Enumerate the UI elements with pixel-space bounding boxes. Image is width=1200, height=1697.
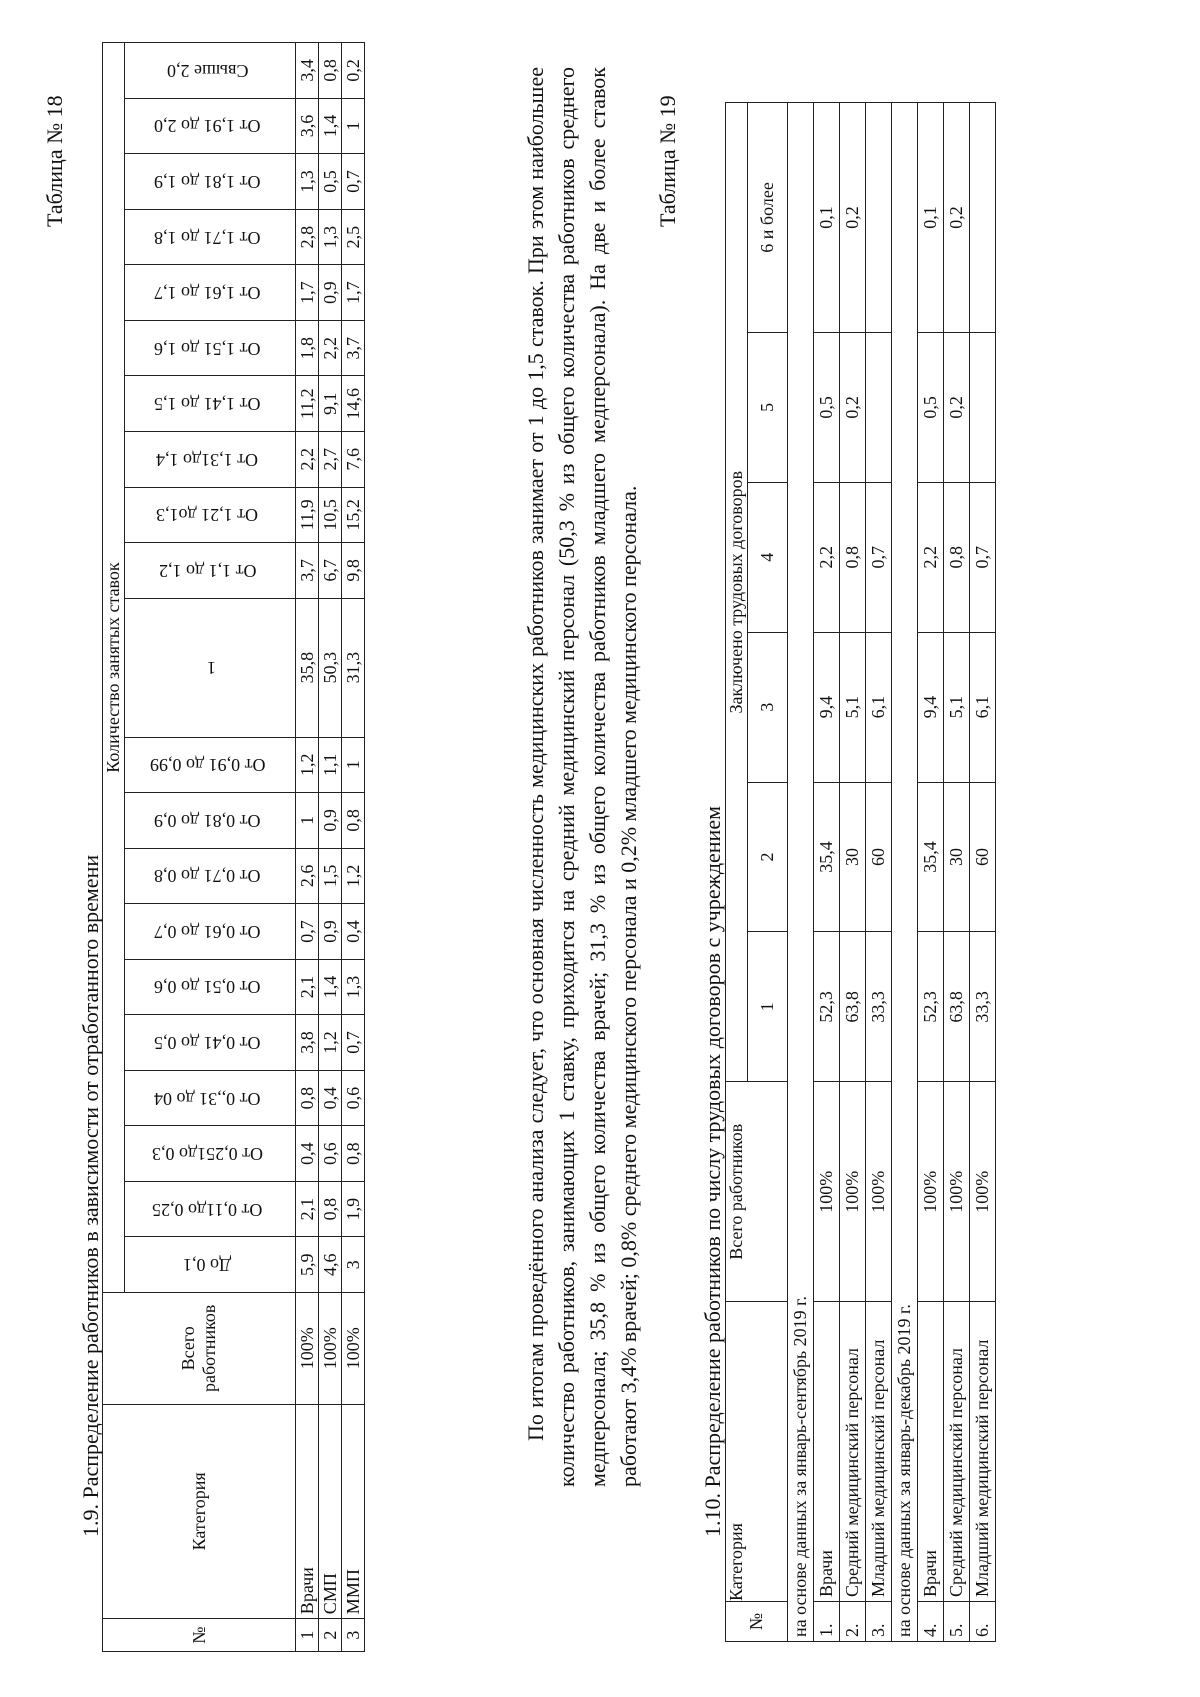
t19-cell: 33,3 [970, 932, 996, 1082]
t19-cell: 6,1 [970, 632, 996, 782]
t18-range-header [125, 1126, 296, 1182]
t18-cell: 3,6 [296, 98, 319, 154]
t18-header-category: Категория [103, 1404, 296, 1619]
t19-count-header: 4 [748, 482, 788, 632]
t19-cell: 63,8 [840, 932, 866, 1082]
t18-range-label: До 0,1 [183, 1255, 232, 1276]
t18-cell: 0,4 [296, 1126, 319, 1182]
t18-cell: 1,1 [319, 737, 342, 793]
t18-range-label: От 1,81 до 1,9 [154, 172, 261, 193]
t18-range-label: От 1,31до 1,4 [156, 449, 259, 470]
t19-row [866, 103, 892, 1642]
t18-cell: 9,1 [319, 376, 342, 432]
t18-row-total: 100% [296, 1292, 319, 1404]
t19-cell: 5,1 [840, 632, 866, 782]
t19-cell: 0,2 [944, 332, 970, 482]
t18-cell: 1,3 [342, 959, 365, 1015]
t18-cell: 50,3 [319, 598, 342, 737]
t18-cell: 0,6 [342, 1070, 365, 1126]
t18-cell: 2,1 [296, 1181, 319, 1237]
t18-cell: 2,2 [319, 320, 342, 376]
t18-cell: 1,3 [319, 209, 342, 265]
t18-range-header [125, 98, 296, 154]
t18-range-header [125, 487, 296, 543]
t18-range-header [125, 1015, 296, 1071]
t18-cell: 3,8 [296, 1015, 319, 1071]
t18-cell: 0,8 [342, 1126, 365, 1182]
t19-cell: 60 [970, 782, 996, 932]
t18-row-category: Врачи [296, 1404, 319, 1619]
t19-cell: 63,8 [944, 932, 970, 1082]
t18-cell: 0,5 [319, 154, 342, 210]
t19-group-row [788, 103, 814, 1642]
t18-cell: 3,7 [342, 320, 365, 376]
t18-cell: 6,7 [319, 543, 342, 599]
t18-range-label: От 1,61 до 1,7 [154, 283, 261, 304]
t18-cell: 0,7 [296, 904, 319, 960]
t18-cell: 4,6 [319, 1237, 342, 1293]
t19-cell: 33,3 [866, 932, 892, 1082]
t18-range-header [125, 1070, 296, 1126]
t18-cell: 35,8 [296, 598, 319, 737]
t19-row-category: Средний медицинский персонал [840, 1302, 866, 1602]
t18-range-header [125, 209, 296, 265]
t18-range-header [125, 737, 296, 793]
t18-row-no: 1 [296, 1619, 319, 1652]
t18-range-header [125, 543, 296, 599]
t18-range-label: От 0,51 до 0,6 [154, 977, 261, 998]
t19-header-category: Категория [726, 1302, 788, 1602]
t18-row-category: ММП [342, 1404, 365, 1619]
t18-row-no: 3 [342, 1619, 365, 1652]
t19-row [944, 103, 970, 1642]
t18-cell: 0,9 [319, 793, 342, 849]
t19-row-total: 100% [918, 1082, 944, 1302]
t18-range-label: От 0,71 до 0,8 [154, 866, 261, 887]
t19-cell: 9,4 [918, 632, 944, 782]
t19-cell: 0,2 [840, 332, 866, 482]
t19-cell: 35,4 [814, 782, 840, 932]
t18-header-no: № [103, 1619, 296, 1652]
t18-range-header [125, 432, 296, 488]
t18-cell: 0,4 [342, 904, 365, 960]
t18-range-label: 1 [206, 658, 216, 679]
t18-range-label: От 0,61 до 0,7 [154, 921, 261, 942]
t19-row-total: 100% [866, 1082, 892, 1302]
t18-cell: 1 [342, 737, 365, 793]
t18-cell: 3,7 [296, 543, 319, 599]
section110-title: 1.10. Распределение работников по числу трудовых договоров с учреждением [700, 805, 725, 1537]
table18-label: Таблица № 18 [42, 95, 67, 227]
t19-row-total: 100% [944, 1082, 970, 1302]
t19-cell [866, 103, 892, 333]
t18-cell: 1,2 [319, 1015, 342, 1071]
t19-body [788, 103, 996, 1642]
t19-row [840, 103, 866, 1642]
t19-cell: 52,3 [918, 932, 944, 1082]
t18-range-header [125, 793, 296, 849]
t18-cell: 1,7 [296, 265, 319, 321]
t19-cell [970, 103, 996, 333]
t19-group-label: на основе данных за январь-декабрь 2019 г. [892, 103, 918, 1642]
t18-row [342, 43, 365, 1652]
t18-cell: 2,5 [342, 209, 365, 265]
t19-group-label: на основе данных за январь-сентябрь 2019 г. [788, 103, 814, 1642]
t19-row-category: Врачи [918, 1302, 944, 1602]
t18-cell: 0,9 [319, 265, 342, 321]
t18-cell: 1,9 [342, 1181, 365, 1237]
t18-range-label: От 0,91 до 0,99 [149, 755, 266, 776]
t19-cell: 0,7 [866, 482, 892, 632]
table18 [102, 42, 365, 1652]
t18-row [319, 43, 342, 1652]
t19-cell: 0,8 [944, 482, 970, 632]
t18-range-label: От 0,81 до 0,9 [154, 810, 261, 831]
t18-range-label: От 1,1 до 1,2 [158, 560, 257, 581]
t19-row-no: 6. [970, 1602, 996, 1642]
t18-cell: 2,1 [296, 959, 319, 1015]
t19-cell: 2,2 [918, 482, 944, 632]
t19-row-no: 4. [918, 1602, 944, 1642]
t18-cell: 14,6 [342, 376, 365, 432]
t18-cell: 5,9 [296, 1237, 319, 1293]
t19-count-header: 1 [748, 932, 788, 1082]
t18-row-no: 2 [319, 1619, 342, 1652]
t18-range-header [125, 848, 296, 904]
t18-cell: 3 [342, 1237, 365, 1293]
t19-cell: 6,1 [866, 632, 892, 782]
t18-range-label: От 1,51 до 1,6 [154, 338, 261, 359]
t19-header-no: № [726, 1602, 788, 1642]
t18-cell: 1,2 [296, 737, 319, 793]
t19-cell [970, 332, 996, 482]
t18-cell: 0,6 [319, 1126, 342, 1182]
t18-body [296, 43, 365, 1652]
t19-cell: 30 [944, 782, 970, 932]
t19-row [814, 103, 840, 1642]
t19-group-row [892, 103, 918, 1642]
t18-range-label: От 0,11до 0,25 [152, 1199, 263, 1220]
t18-header-group: Количество занятых ставок [103, 43, 125, 1293]
t18-cell: 1,4 [319, 98, 342, 154]
t18-cell: 0,8 [319, 1181, 342, 1237]
t19-row-category: Врачи [814, 1302, 840, 1602]
t18-range-label: Свыше 2,0 [166, 60, 249, 81]
t18-range-header [125, 1237, 296, 1293]
t18-range-header [125, 904, 296, 960]
analysis-paragraph [520, 67, 644, 1487]
t18-cell: 0,4 [319, 1070, 342, 1126]
t18-range-label: От 1,21 до1,3 [156, 505, 259, 526]
t18-cell: 1,4 [319, 959, 342, 1015]
t18-cell: 9,8 [342, 543, 365, 599]
t18-cell: 1,8 [296, 320, 319, 376]
t18-row-category: СМП [319, 1404, 342, 1619]
t18-cell: 11,2 [296, 376, 319, 432]
t18-cell: 1,5 [319, 848, 342, 904]
t18-cell: 1 [342, 98, 365, 154]
t18-range-header [125, 959, 296, 1015]
t18-cell: 0,8 [342, 793, 365, 849]
t18-cell: 31,3 [342, 598, 365, 737]
t19-cell: 2,2 [814, 482, 840, 632]
t18-range-label: От 0,,31 до 04 [154, 1088, 261, 1109]
t19-row-no: 1. [814, 1602, 840, 1642]
t19-row-no: 5. [944, 1602, 970, 1642]
t18-cell: 15,2 [342, 487, 365, 543]
t18-range-header [125, 320, 296, 376]
t18-range-label: От 1,41 до 1,5 [154, 394, 261, 415]
t18-range-label: От 1,91 до 2,0 [154, 116, 261, 137]
t18-cell: 0,9 [319, 904, 342, 960]
t19-cell: 9,4 [814, 632, 840, 782]
t19-cell: 30 [840, 782, 866, 932]
t19-cell: 0,5 [814, 332, 840, 482]
t19-cell: 52,3 [814, 932, 840, 1082]
t18-cell: 7,6 [342, 432, 365, 488]
t19-row [918, 103, 944, 1642]
t18-cell: 0,2 [342, 43, 365, 99]
t19-row-total: 100% [970, 1082, 996, 1302]
t18-cell: 2,7 [319, 432, 342, 488]
t19-row-category: Младший медицинский персонал [866, 1302, 892, 1602]
t18-cell: 3,4 [296, 43, 319, 99]
t19-header-total: Всего работников [726, 1082, 788, 1302]
t18-range-header [125, 598, 296, 737]
t19-cell: 0,8 [840, 482, 866, 632]
t19-row [970, 103, 996, 1642]
t18-cell: 0,8 [319, 43, 342, 99]
t18-range-label: От 0,41 до 0,5 [154, 1033, 261, 1054]
t18-row-total: 100% [342, 1292, 365, 1404]
t19-header-group: Заключено трудовых договоров [726, 103, 748, 1082]
t19-row-category: Средний медицинский персонал [944, 1302, 970, 1602]
t18-range-header [125, 43, 296, 99]
table19-label: Таблица № 19 [655, 95, 680, 227]
t18-range-label: От 1,71 до 1,8 [154, 227, 261, 248]
t18-row [296, 43, 319, 1652]
t19-cell: 5,1 [944, 632, 970, 782]
t18-cell: 2,2 [296, 432, 319, 488]
t18-cell: 10,5 [319, 487, 342, 543]
t19-count-header: 3 [748, 632, 788, 782]
t19-cell: 0,7 [970, 482, 996, 632]
t18-cell: 1,3 [296, 154, 319, 210]
t19-row-total: 100% [840, 1082, 866, 1302]
t19-count-header: 5 [748, 332, 788, 482]
t18-range-header [125, 154, 296, 210]
t19-row-total: 100% [814, 1082, 840, 1302]
t18-cell: 2,8 [296, 209, 319, 265]
section19-title: 1.9. Распределение работников в зависимости от отработанного времени [78, 854, 103, 1537]
t19-cell: 0,2 [840, 103, 866, 333]
t18-range-header [125, 265, 296, 321]
t18-cell: 1,7 [342, 265, 365, 321]
t18-cell: 0,7 [342, 1015, 365, 1071]
t19-row-no: 2. [840, 1602, 866, 1642]
t19-cell: 0,5 [918, 332, 944, 482]
t19-row-category: Младший медицинский персонал [970, 1302, 996, 1602]
t18-cell: 0,7 [342, 154, 365, 210]
t18-cell: 11,9 [296, 487, 319, 543]
t19-cell: 0,1 [918, 103, 944, 333]
t18-cell: 2,6 [296, 848, 319, 904]
t18-range-header [125, 376, 296, 432]
t19-cell: 0,1 [814, 103, 840, 333]
t19-cell [866, 332, 892, 482]
t18-header-total: Всего работников [103, 1292, 296, 1404]
t18-range-label: От 0,251до 0,3 [151, 1144, 264, 1165]
table19 [725, 102, 996, 1642]
t19-count-header: 6 и более [748, 103, 788, 333]
analysis-text: По итогам проведённого анализа следует, что основная численность медицинских работников занимает от 1 до 1,5 ставок. При этом наибольшее количество работников, занимающих 1 ставку, приходится на средний медицинский персонал (50,3 % из общего количества работников среднего медперсонала; 35,8 % из общего количества врачей; 31,3 % из общего количества работников младшего медперсонала). На две и более ставок работают 3,4% врачей; 0,8% среднего медицинского персонала и 0,2% младшего медицинского персонала. [523, 67, 641, 1487]
t18-cell: 1,2 [342, 848, 365, 904]
t18-cell: 1 [296, 793, 319, 849]
t19-cell: 0,2 [944, 103, 970, 333]
t19-cell: 35,4 [918, 782, 944, 932]
t18-cell: 0,8 [296, 1070, 319, 1126]
t18-row-total: 100% [319, 1292, 342, 1404]
t18-range-header [125, 1181, 296, 1237]
t19-row-no: 3. [866, 1602, 892, 1642]
t19-cell: 60 [866, 782, 892, 932]
t19-count-header: 2 [748, 782, 788, 932]
